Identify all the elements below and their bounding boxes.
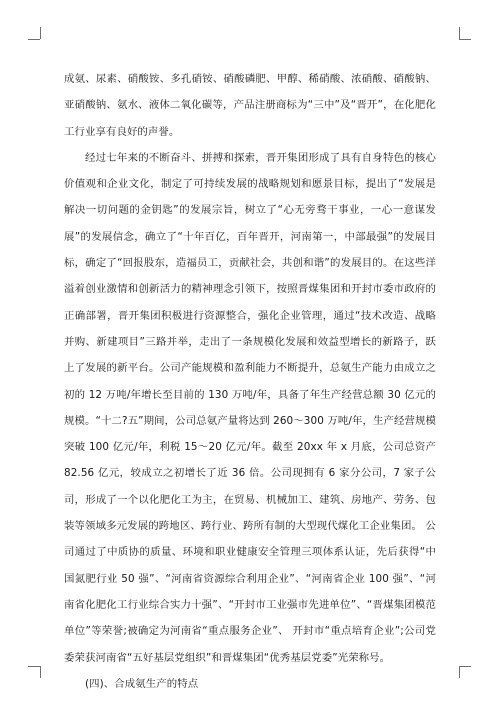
section-heading: (四)、合成氨生产的特点 [85, 677, 199, 690]
crop-mark-bottom-left-v [40, 666, 41, 678]
crop-mark-bottom-right-v [459, 666, 460, 678]
document-body [64, 66, 436, 697]
crop-mark-top-right-h [459, 39, 471, 40]
crop-mark-bottom-right-h [459, 666, 471, 667]
crop-mark-top-left-h [28, 39, 40, 40]
paragraph-product-list: 成氨、尿素、硝酸铵、多孔硝铵、硝酸磷肥、甲醇、稀硝酸、浓硝酸、硝酸钠、亚硝酸钠、氨水、液体二氧化碳等，产品注册商标为“三中”及“晋开”，在化肥化工行业享有良好的声誉。 [64, 73, 436, 138]
crop-mark-bottom-left-h [28, 666, 40, 667]
crop-mark-top-right-v [459, 27, 460, 39]
paragraph-company-development: 经过七年来的不断奋斗、拼搏和探索，晋开集团形成了具有自身特色的核心价值观和企业文化，制定了可持续发展的战略规划和愿景目标，提出了“发展是解决一切问题的金钥匙”的发展宗旨，树立了“心无旁骛干事业，一心一意谋发展”的发展信念，确立了“十年百亿，百年晋开，河南第一，中部最强”的发展目标，确定了“回报股东，造福员工，贡献社会，共创和谐”的发展目的。在这些洋溢着创业激情和创新活力的精神理念引领下，按照晋煤集团和开封市委市政府的正确部署，晋开集团积极进行资源整合，强化企业管理，通过“技术改造、战略并购、新建项目”三路并举，走出了一条规模化发展和效益型增长的新路子，跃上了发展的新平台。公司产能规模和盈利能力不断提升，总氨生产能力由成立之初的 12 万吨/年增长至目前的 130 万吨/年，具备了年生产经营总额 30 亿元的规模。“十二?五”期间，公司总氨产量将达到 260～300 万吨/年，生产经营规模突破 100 亿元/年，利税 15～20 亿元/年。截至 20xx 年 x 月底，公司总资产 82.56 亿元，较成立之初增长了近 36 倍。公司现拥有 6 家分公司，7 家子公司，形成了一个以化肥化工为主，在贸易、机械加工、建筑、房地产、劳务、包装等领域多元发展的跨地区、跨行业、跨所有制的大型现代煤化工企业集团。 公司通过了中质协的质量、环境和职业健康安全管理三项体系认证，先后获得“中国氮肥行业 50 强”、“河南省资源综合利用企业”、“河南省企业 100 强”、“河南省化肥化工行业综合实力十强”、“开封市工业强市先进单位”、“晋煤集团模范单位”等荣誉;被确定为河南省“重点服务企业”、 开封市“重点培育企业”;公司党委荣获河南省“五好基层党组织”和晋煤集团“优秀基层党委”光荣称号。 [64, 151, 436, 664]
crop-mark-top-left-v [40, 27, 41, 39]
